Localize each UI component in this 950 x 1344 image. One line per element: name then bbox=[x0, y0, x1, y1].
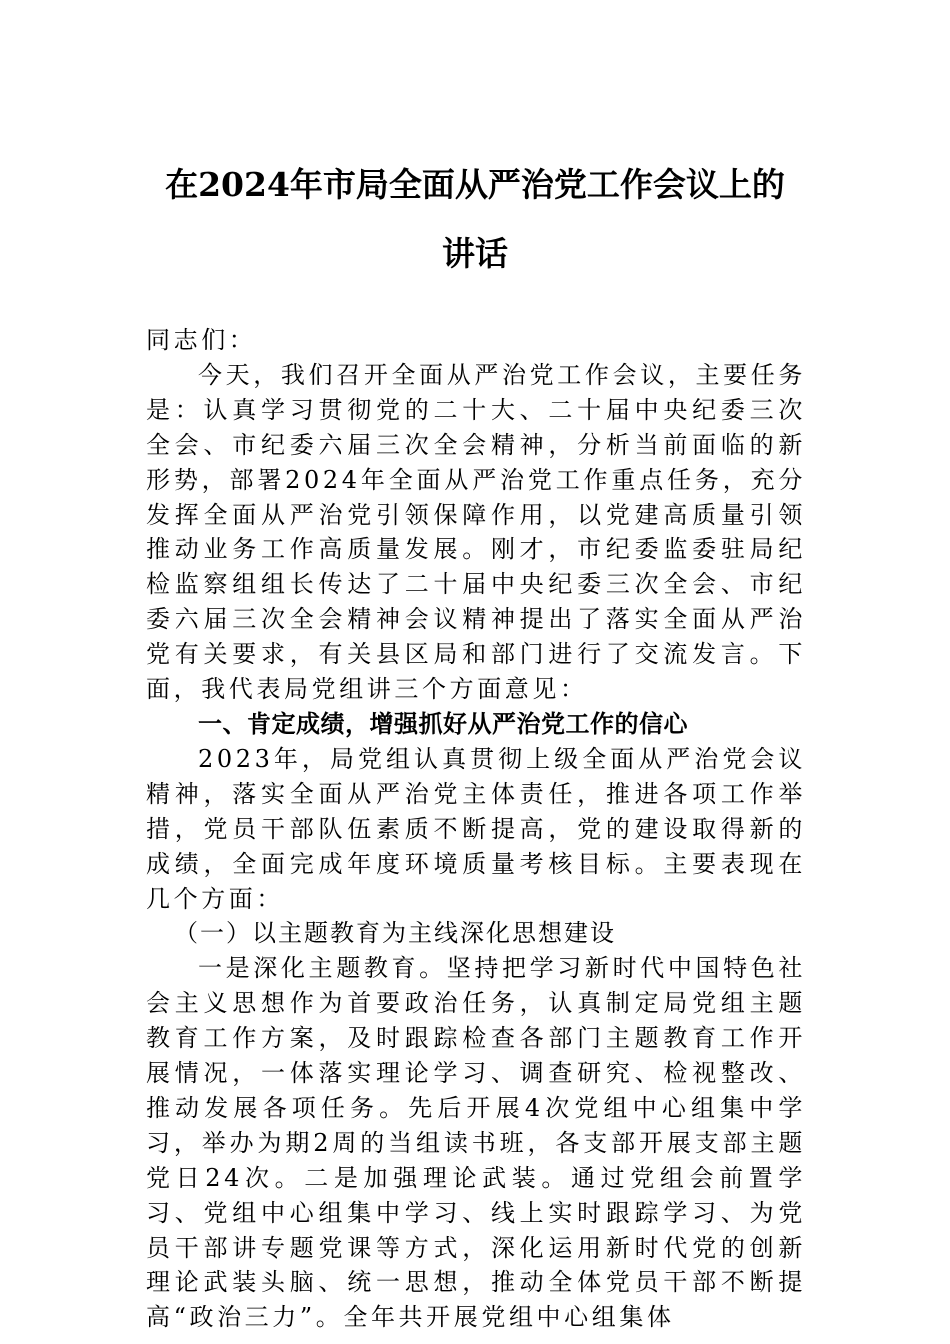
paragraph-2023-summary: 2023年，局党组认真贯彻上级全面从严治党会议精神，落实全面从严治党主体责任，推进各项工作举措，党员干部队伍素质不断提高，党的建设取得新的成绩，全面完成年度环境质量考核目标。主要表现在几个方面： bbox=[146, 744, 806, 913]
subsection-heading-1: （一）以主题教育为主线深化思想建设 bbox=[174, 919, 616, 948]
paragraph-intro: 今天，我们召开全面从严治党工作会议，主要任务是：认真学习贯彻党的二十大、二十届中央纪委三次全会、市纪委六届三次全会精神，分析当前面临的新形势，部署2024年全面从严治党工作重点任务，充分发挥全面从严治党引领保障作用，以党建高质量引领推动业务工作高质量发展。刚才，市纪委监委驻局纪检监察组组长传达了二十届中央纪委三次全会、市纪委六届三次全会精神会议精神提出了落实全面从严治党有关要求，有关县区局和部门进行了交流发言。下面，我代表局党组讲三个方面意见： bbox=[146, 360, 806, 704]
section-heading-1: 一、肯定成绩，增强抓好从严治党工作的信心 bbox=[198, 709, 688, 738]
paragraph-theme-education: 一是深化主题教育。坚持把学习新时代中国特色社会主义思想作为首要政治任务，认真制定局党组主题教育工作方案，及时跟踪检查各部门主题教育工作开展情况，一体落实理论学习、调查研究、检视整改、推动发展各项任务。先后开展4次党组中心组集中学习，举办为期2周的当组读书班，各支部开展支部主题党日24次。二是加强理论武装。通过党组会前置学习、党组中心组集中学习、线上实时跟踪学习、为党员干部讲专题党课等方式，深化运用新时代党的创新理论武装头脑、统一思想，推动全体党员干部不断提高“政治三力”。全年共开展党组中心组集体 bbox=[146, 954, 806, 1332]
document-title-line-2: 讲话 bbox=[442, 234, 508, 273]
salutation: 同志们： bbox=[146, 326, 257, 354]
document-body bbox=[146, 323, 806, 1335]
document-title-line-1: 在2024年市局全面从严治党工作会议上的 bbox=[165, 165, 785, 204]
